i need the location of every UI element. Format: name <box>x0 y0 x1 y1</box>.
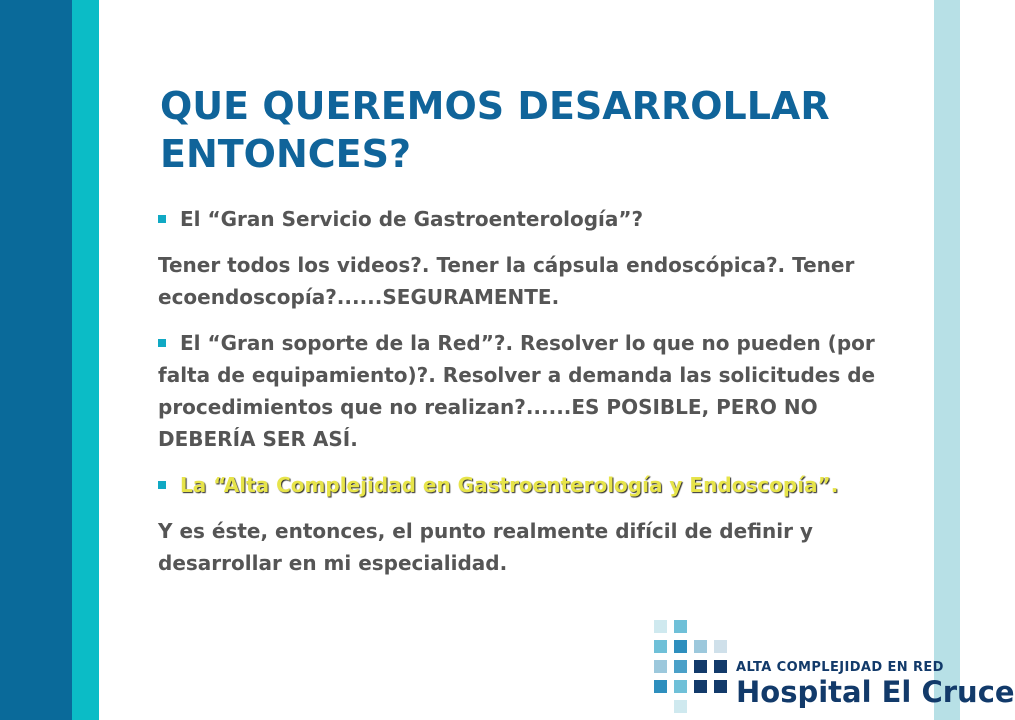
hospital-logo <box>640 620 1015 715</box>
paragraph-2-text: Y es éste, entonces, el punto realmente difícil de definir y desarrollar en mi especialidad. <box>158 519 813 575</box>
left-teal-stripe <box>72 0 99 720</box>
slide-title-line-1: QUE QUEREMOS DESARROLLAR <box>160 84 830 128</box>
bullet-item-1 <box>158 203 918 235</box>
bullet-item-2-text: El “Gran soporte de la Red”?. Resolver lo que no pueden (por falta de equipamiento)?. Resolver a demanda las solicitudes de procedimientos que no realizan?......ES POSIBLE, PERO NO DEBERÍA SER ASÍ. <box>158 331 876 451</box>
bullet-item-3 <box>158 469 918 501</box>
logo-hospital-name: Hospital El Cruce <box>736 675 1015 709</box>
square-bullet-icon <box>158 215 166 223</box>
square-bullet-icon <box>158 339 166 347</box>
left-dark-stripe <box>0 0 72 720</box>
slide-title <box>160 82 920 178</box>
bullet-item-2 <box>158 327 918 455</box>
bullet-item-3-highlight-text: La “Alta Complejidad en Gastroenterología y Endoscopía”. <box>180 473 839 497</box>
bullet-item-1-text: El “Gran Servicio de Gastroenterología”? <box>180 207 644 231</box>
paragraph-2 <box>158 515 918 579</box>
paragraph-1 <box>158 249 918 313</box>
right-light-stripe <box>934 0 960 720</box>
square-bullet-icon <box>158 481 166 489</box>
logo-tagline: ALTA COMPLEJIDAD EN RED <box>736 660 944 675</box>
slide-title-line-2: ENTONCES? <box>160 132 412 176</box>
paragraph-1-text: Tener todos los videos?. Tener la cápsula endoscópica?. Tener ecoendoscopía?......SEGURAMENTE. <box>158 253 855 309</box>
slide-content <box>158 203 918 593</box>
